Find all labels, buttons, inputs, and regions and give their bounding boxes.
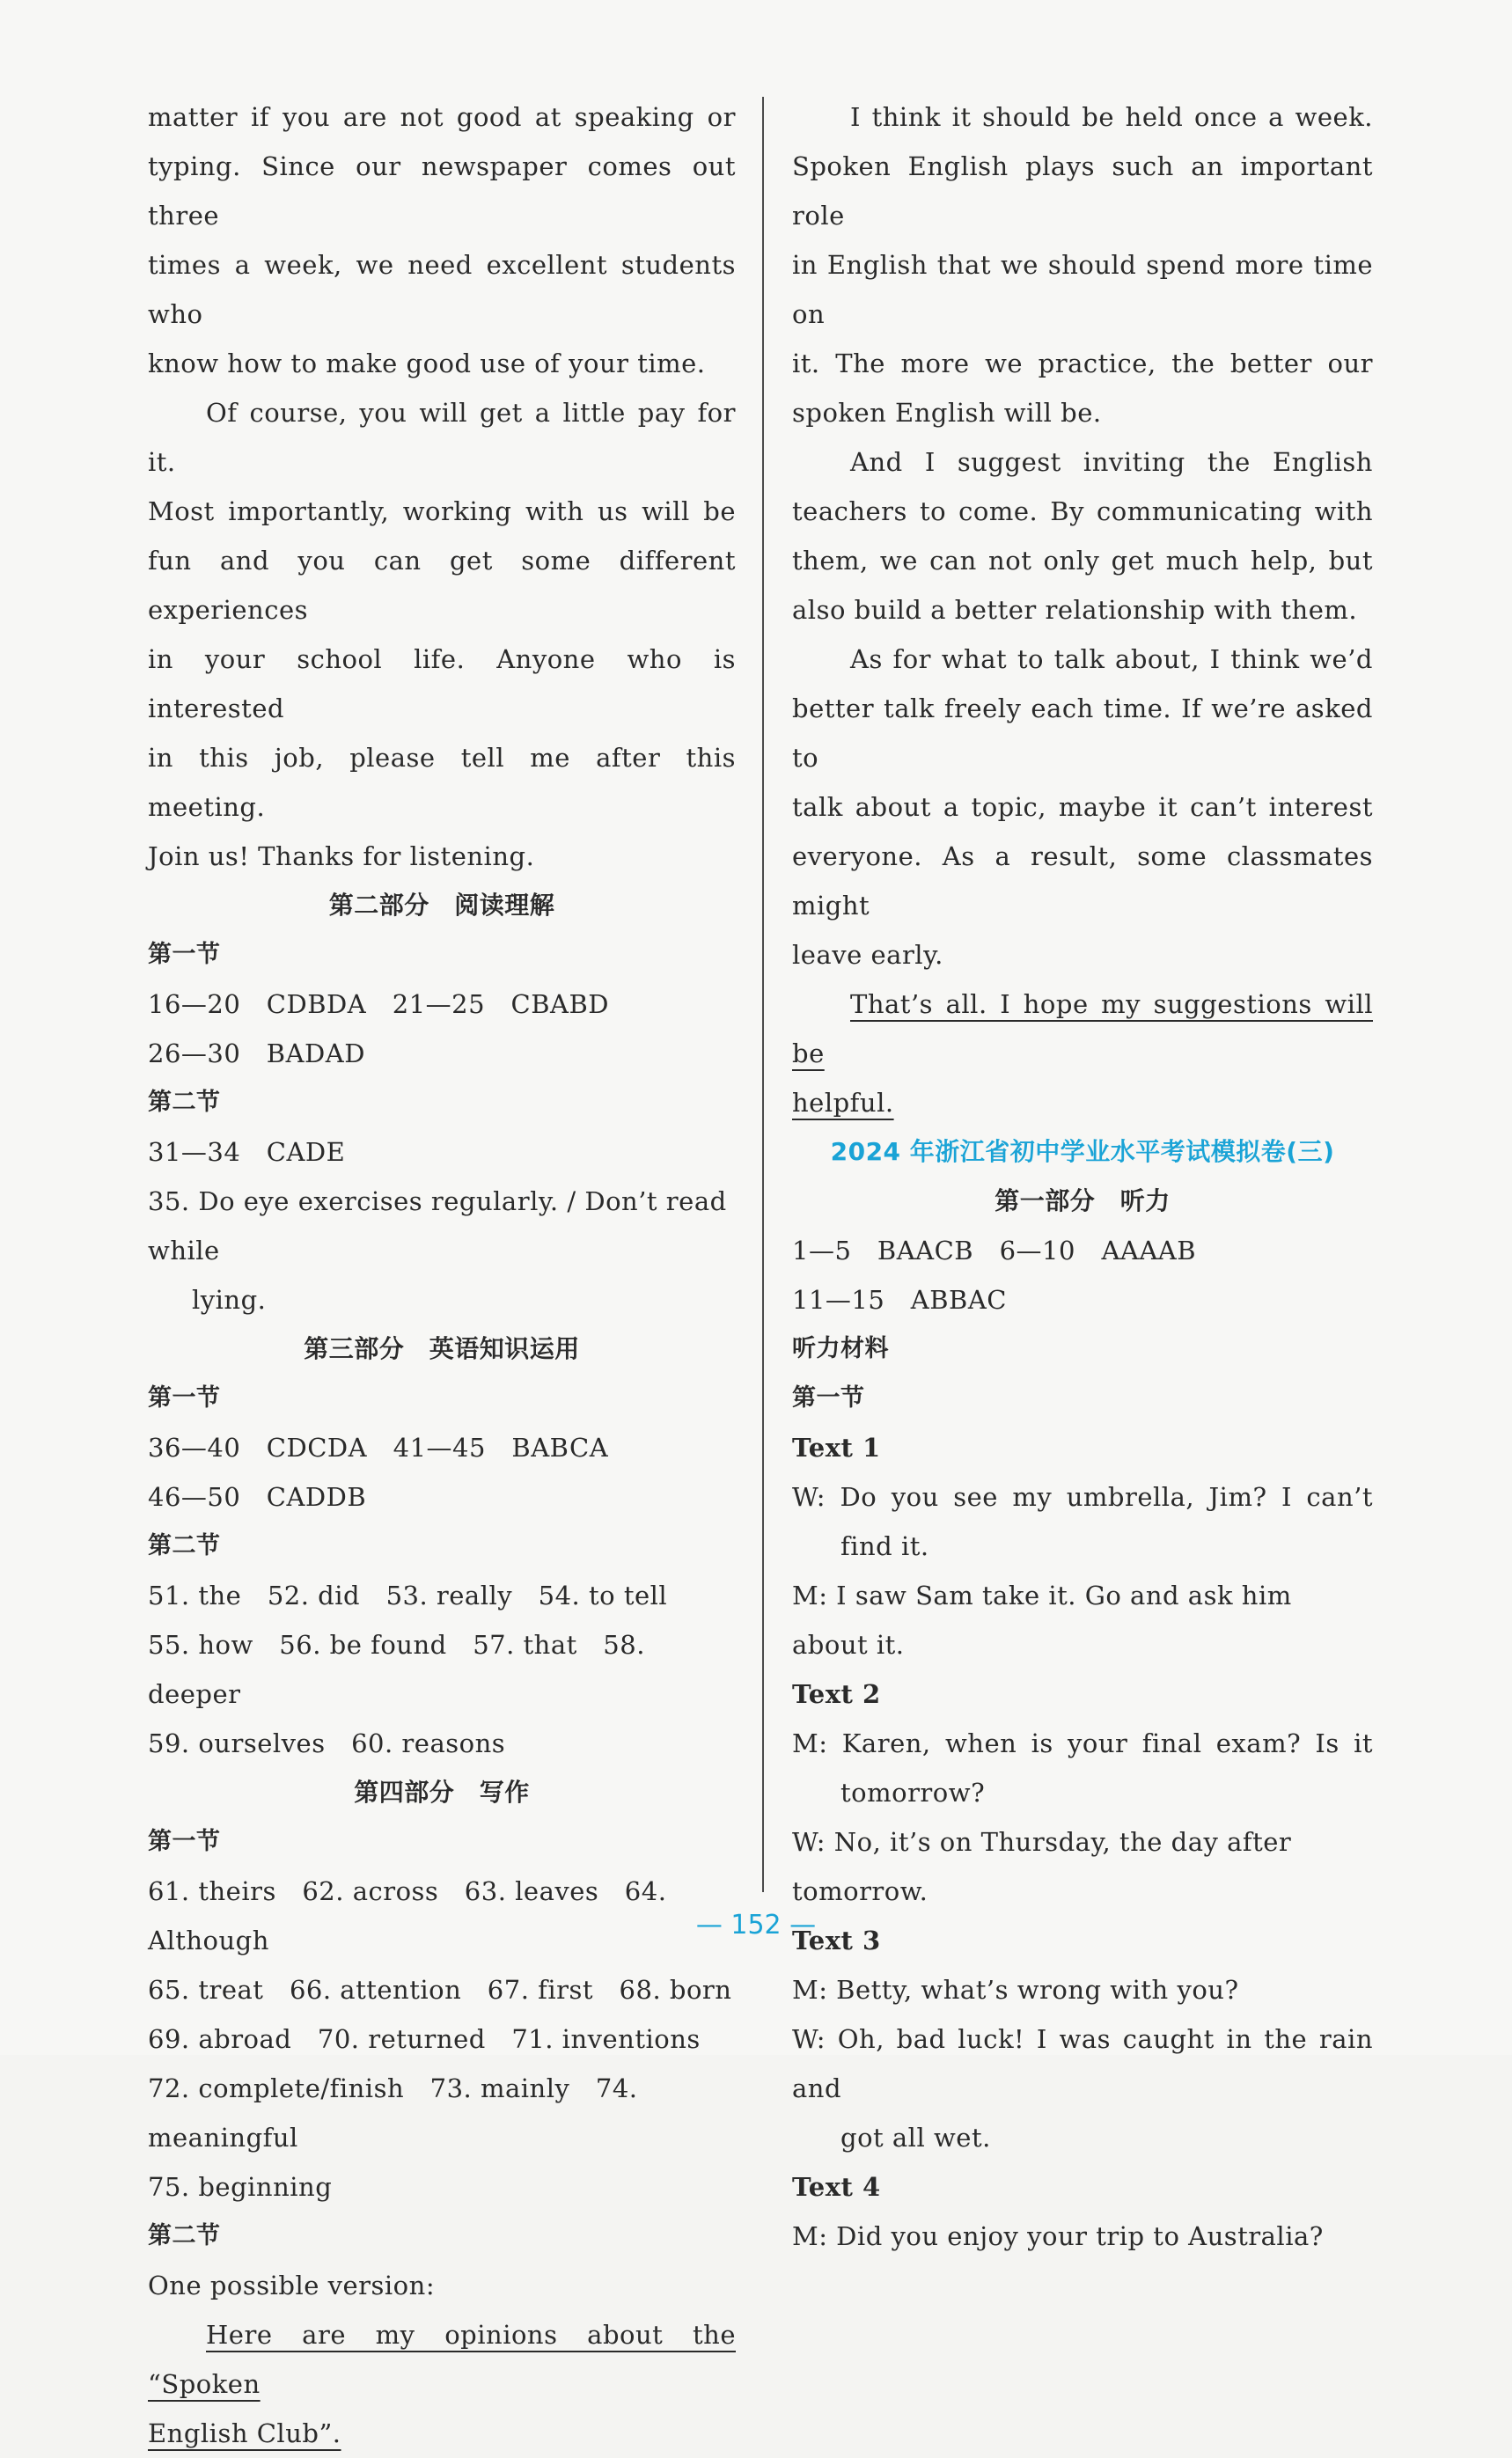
text-line: in this job, please tell me after this meeting. — [148, 743, 736, 822]
text-line: teachers to come. By communicating with — [792, 496, 1373, 526]
answer-row: 55. how 56. be found 57. that 58. deeper — [148, 1630, 645, 1709]
essay-paragraph-3 — [792, 635, 1373, 980]
left-column — [148, 92, 736, 2458]
section-label: 第一节 — [148, 1384, 221, 1412]
answer-row: 31—34 CADE — [148, 1137, 346, 1167]
text-line: fun and you can get some different experiences — [148, 546, 736, 625]
answer-row: 16—20 CDBDA 21—25 CBABD — [148, 989, 610, 1019]
text-line: in English that we should spend more time on — [792, 250, 1373, 329]
text-line: tomorrow? — [840, 1778, 986, 1808]
answer-row: 51. the 52. did 53. really 54. to tell — [148, 1581, 668, 1611]
answer-row: 72. complete/finish 73. mainly 74. meaningful — [148, 2073, 638, 2153]
text-line: 35. Do eye exercises regularly. / Don’t read while — [148, 1186, 727, 1266]
section-label: 第一节 — [792, 1384, 865, 1412]
paragraph-recruit-1 — [148, 92, 736, 388]
text-line: M: Karen, when is your final exam? Is it — [792, 1728, 1373, 1758]
text-line: typing. Since our newspaper comes out three — [148, 151, 736, 231]
part2-title: 第二部分 阅读理解 — [328, 891, 555, 920]
exam-title: 2024 年浙江省初中学业水平考试模拟卷(三) — [830, 1137, 1335, 1166]
answer-row: 36—40 CDCDA 41—45 BABCA — [148, 1433, 609, 1463]
text-line: them, we can not only get much help, but — [792, 546, 1373, 576]
paragraph-recruit-2 — [148, 388, 736, 881]
text-line: better talk freely each time. If we’re asked to — [792, 693, 1373, 773]
answer-row: 59. ourselves 60. reasons — [148, 1728, 506, 1758]
text-line: it. The more we practice, the better our — [792, 349, 1373, 378]
answer-row: 69. abroad 70. returned 71. inventions — [148, 2024, 701, 2054]
text-line: Spoken English plays such an important role — [792, 151, 1373, 231]
text-line: matter if you are not good at speaking or — [148, 102, 736, 132]
text-line: know how to make good use of your time. — [148, 349, 706, 378]
text-4-label: Text 4 — [792, 2172, 881, 2202]
text-2-label: Text 2 — [792, 1679, 881, 1709]
section-label: 第二节 — [148, 1532, 221, 1559]
part4-title: 第四部分 写作 — [354, 1778, 530, 1807]
text-line: As for what to talk about, I think we’d — [850, 644, 1373, 674]
text-line: Join us! Thanks for listening. — [148, 841, 535, 871]
text-1-label: Text 1 — [792, 1433, 881, 1463]
text-line: leave early. — [792, 940, 943, 970]
essay-opening — [148, 2310, 736, 2458]
text-line: everyone. As a result, some classmates might — [792, 841, 1373, 921]
section-label: 第二节 — [148, 1089, 221, 1116]
text-line: English Club”. — [148, 2418, 341, 2448]
answer-row: 1—5 BAACB 6—10 AAAAB — [792, 1236, 1197, 1266]
text-3-label: Text 3 — [792, 1926, 881, 1955]
text-line: That’s all. I hope my suggestions will be — [792, 989, 1373, 1068]
page-number: — 152 — — [695, 1910, 817, 1941]
answer-row: 75. beginning — [148, 2172, 333, 2202]
text-line: also build a better relationship with them. — [792, 595, 1358, 625]
text-line: in your school life. Anyone who is interested — [148, 644, 736, 723]
possible-version-label: One possible version: — [148, 2271, 436, 2300]
text-line: times a week, we need excellent students who — [148, 250, 736, 329]
essay-closing — [792, 980, 1373, 1127]
dialogue-line: M: Did you enjoy your trip to Australia? — [792, 2221, 1324, 2251]
answer-row: 11—15 ABBAC — [792, 1285, 1007, 1315]
answer-row: 61. theirs 62. across 63. leaves 64. Although — [148, 1876, 667, 1955]
dialogue-line — [792, 2014, 1373, 2162]
column-divider — [762, 97, 764, 1892]
part1-title: 第一部分 听力 — [995, 1186, 1171, 1215]
text-line: Here are my opinions about the “Spoken — [148, 2320, 736, 2399]
section-label: 第一节 — [148, 1828, 221, 1855]
dialogue-line: M: I saw Sam take it. Go and ask him about it. — [792, 1581, 1292, 1660]
text-line: find it. — [840, 1531, 929, 1561]
answer-row: 26—30 BADAD — [148, 1038, 366, 1068]
answer-row: 65. treat 66. attention 67. first 68. born — [148, 1975, 732, 2005]
text-line: And I suggest inviting the English — [850, 447, 1373, 477]
answer-row: 46—50 CADDB — [148, 1482, 367, 1512]
essay-paragraph-2 — [792, 437, 1373, 635]
text-line: I think it should be held once a week. — [850, 102, 1373, 132]
dialogue-line — [792, 1472, 1373, 1571]
dialogue-line: M: Betty, what’s wrong with you? — [792, 1975, 1239, 2005]
answer-row — [148, 1177, 736, 1324]
listening-materials-label: 听力材料 — [792, 1335, 889, 1362]
dialogue-line — [792, 1719, 1373, 1817]
part3-title: 第三部分 英语知识运用 — [304, 1334, 580, 1363]
text-line: talk about a topic, maybe it can’t interest — [792, 792, 1373, 822]
text-line: Of course, you will get a little pay for it. — [148, 398, 736, 477]
text-line: W: Oh, bad luck! I was caught in the rain and — [792, 2024, 1373, 2103]
dialogue-line: W: No, it’s on Thursday, the day after tomorrow. — [792, 1827, 1292, 1906]
text-line: helpful. — [792, 1088, 894, 1118]
text-line: Most importantly, working with us will be — [148, 496, 736, 526]
text-line: spoken English will be. — [792, 398, 1102, 428]
section-label: 第二节 — [148, 2222, 221, 2249]
essay-paragraph-1 — [792, 92, 1373, 437]
text-line: got all wet. — [840, 2123, 991, 2153]
text-line: lying. — [192, 1285, 267, 1315]
text-line: W: Do you see my umbrella, Jim? I can’t — [792, 1482, 1373, 1512]
section-label: 第一节 — [148, 941, 221, 968]
